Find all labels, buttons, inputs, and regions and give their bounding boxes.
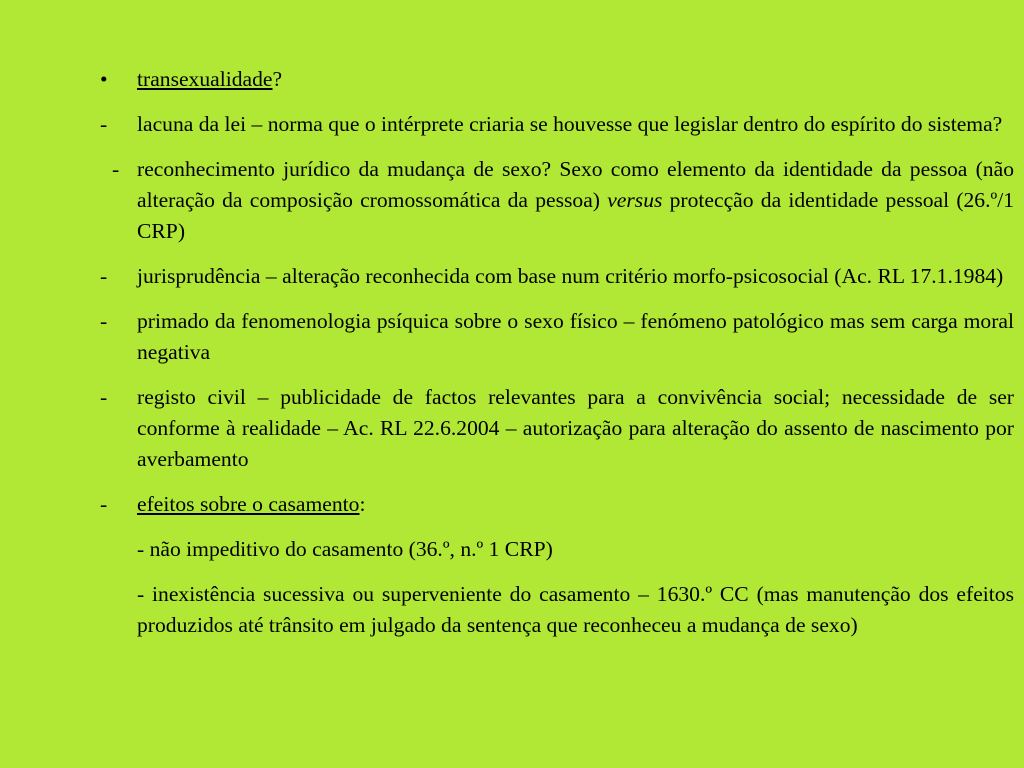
dash-marker: - bbox=[100, 492, 108, 516]
registo-civil-text: registo civil – publicidade de factos relevantes para a convivência social; necessidade de ser conforme à realidade – Ac. RL 22.6.2004 – autorização para alteração do assento de nascimento por averbamento bbox=[137, 385, 1014, 471]
dash-marker: - bbox=[112, 157, 120, 181]
dash-marker: - bbox=[100, 112, 108, 136]
dash-item-primado bbox=[100, 306, 1014, 368]
dash-item-lacuna-da-lei bbox=[100, 109, 1014, 140]
bullet-item-transexualidade bbox=[100, 64, 1014, 95]
transexualidade-suffix: ? bbox=[272, 67, 283, 91]
efeitos-casamento-term: efeitos sobre o casamento bbox=[137, 492, 360, 516]
slide-content bbox=[100, 64, 1014, 655]
reconhecimento-italic-versus: versus bbox=[607, 188, 663, 212]
lacuna-da-lei-text: lacuna da lei – norma que o intérprete criaria se houvesse que legislar dentro do espírito do sistema? bbox=[137, 112, 1003, 136]
sub-item-inexistencia bbox=[100, 579, 1014, 641]
transexualidade-term: transexualidade bbox=[137, 67, 273, 91]
dash-item-registo-civil bbox=[100, 382, 1014, 475]
dash-marker: - bbox=[100, 309, 108, 333]
jurisprudencia-text: jurisprudência – alteração reconhecida com base num critério morfo-psicosocial (Ac. RL 17.1.1984) bbox=[137, 264, 1004, 288]
bullet-marker: • bbox=[100, 67, 108, 91]
dash-item-reconhecimento-juridico bbox=[100, 154, 1014, 247]
efeitos-casamento-suffix: : bbox=[359, 492, 366, 516]
sub-item-nao-impeditivo bbox=[100, 534, 1014, 565]
inexistencia-text: - inexistência sucessiva ou superveniente do casamento – 1630.º CC (mas manutenção dos efeitos produzidos até trânsito em julgado da sentença que reconheceu a mudança de sexo) bbox=[137, 582, 1014, 637]
primado-text: primado da fenomenologia psíquica sobre o sexo físico – fenómeno patológico mas sem carga moral negativa bbox=[137, 309, 1014, 364]
nao-impeditivo-text: - não impeditivo do casamento (36.º, n.º 1 CRP) bbox=[137, 537, 553, 561]
dash-item-jurisprudencia bbox=[100, 261, 1014, 292]
reconhecimento-text-before: reconhecimento jurídico da mudança de sexo? Sexo como elemento da identidade da pessoa (não alteração da composição cromossomática da pessoa) bbox=[137, 157, 1014, 212]
dash-marker: - bbox=[100, 264, 108, 288]
dash-marker: - bbox=[100, 385, 108, 409]
dash-item-efeitos-casamento bbox=[100, 489, 1014, 520]
reconhecimento-text-after: protecção da identidade pessoal (26.º/1 CRP) bbox=[137, 188, 1014, 243]
